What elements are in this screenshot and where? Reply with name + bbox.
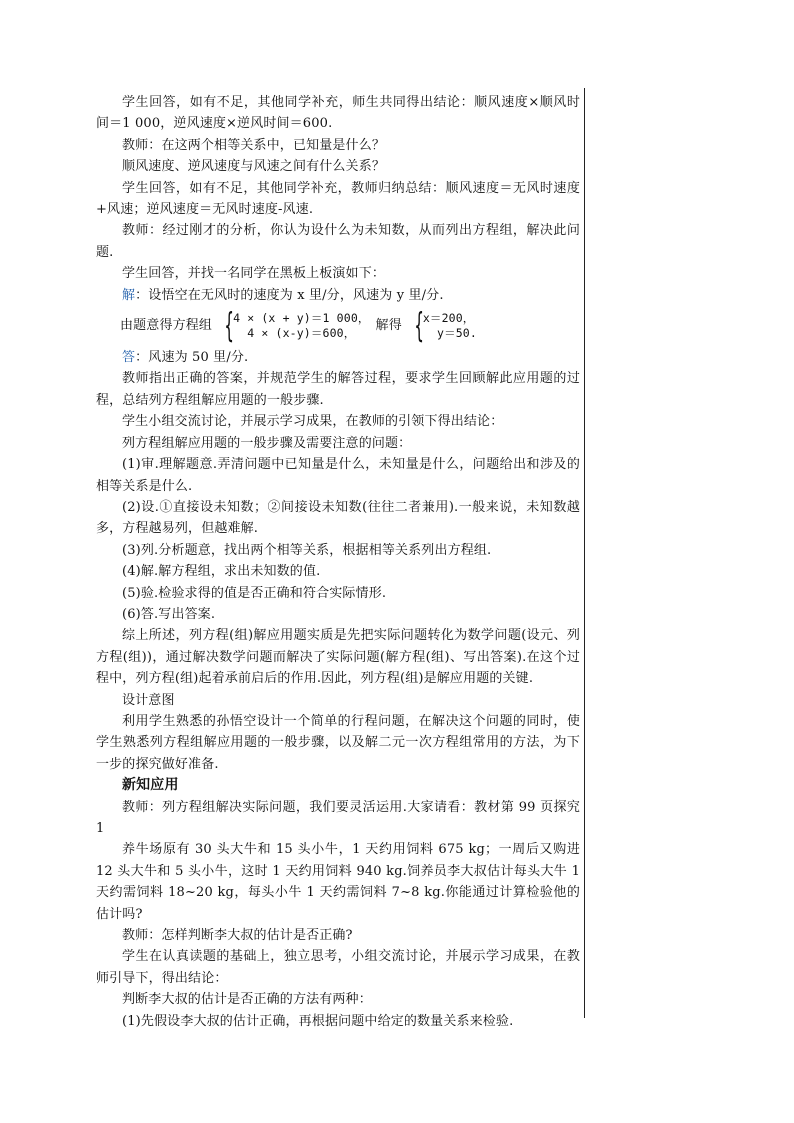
answer-text: ：风速为 50 里/分.: [135, 350, 249, 366]
paragraph: 顺风速度、逆风速度与风速之间有什么关系？: [122, 159, 386, 175]
design-intent-title: 设计意图: [122, 692, 175, 708]
left-brace-icon: {: [224, 306, 235, 347]
paragraph: 教师指出正确的答案，并规范学生的解答过程，要求学生回顾解此应用题的过程，总结列方程组解应用题的一般步骤.: [96, 371, 580, 408]
solution-1: x＝200，: [422, 311, 475, 326]
paragraph: 学生小组交流讨论，并展示学习成果，在教师的引领下得出结论：: [122, 414, 504, 430]
section-heading: 新知应用: [122, 777, 179, 794]
equation-system-row: [120, 306, 580, 347]
step-item: (3)列.分析题意，找出两个相等关系，根据相等关系列出方程组.: [122, 542, 492, 558]
step-item: (6)答.写出答案.: [122, 606, 216, 622]
lesson-content: [96, 92, 580, 1032]
paragraph: 判断李大叔的估计是否正确的方法有两种：: [122, 992, 372, 1008]
solution-system: [423, 311, 477, 341]
paragraph: 学生回答，如有不足，其他同学补充，教师归纳总结：顺风速度＝无风时速度+风速；逆风速度＝无风时速度-风速.: [96, 180, 580, 218]
solution-2: y＝50.: [422, 326, 477, 341]
solve-result-label: 解得: [375, 318, 402, 334]
paragraph: 学生回答，如有不足，其他同学补充，师生共同得出结论：顺风速度×顺风时间＝1 000，逆风速度×逆风时间＝600.: [96, 95, 580, 132]
paragraph: 综上所述，列方程(组)解应用题实质是先把实际问题转化为数学问题(设元、列方程(组))，通过解决数学问题而解决了实际问题(解方程(组)、写出答案).在这个过程中，列方程(组)起着承前启后的作用.因此，列方程(组)是解应用题的关键.: [96, 628, 580, 687]
solution-line: [96, 285, 580, 306]
solve-label: 解: [122, 287, 136, 303]
answer-label: 答: [122, 350, 136, 366]
paragraph: 养牛场原有 30 头大牛和 15 头小牛，1 天约用饲料 675 kg；一周后又购进 12 头大牛和 5 头小牛，这时 1 天约用饲料 940 kg.饲养员李大叔估计每头大牛 1 天约需饲料 18~20 kg，每头小牛 1 天约需饲料 7~8 kg.你能通过计算检验他的估计吗?: [96, 842, 580, 922]
paragraph: 教师：怎样判断李大叔的估计是否正确?: [122, 928, 353, 944]
solve-text: ：设悟空在无风时的速度为 x 里/分，风速为 y 里/分.: [135, 287, 444, 303]
step-item: (4)解.解方程组，求出未知数的值.: [122, 564, 321, 580]
step-item: (2)设.①直接设未知数；②间接设未知数(往往二者兼用).一般来说，未知数越多，方程越易列，但越难解.: [96, 499, 580, 537]
paragraph: 学生在认真读题的基础上，独立思考，小组交流讨论，并展示学习成果，在教师引导下，得出结论：: [96, 949, 580, 986]
step-item: (1)审.理解题意.弄清问题中已知量是什么，未知量是什么，问题给出和涉及的相等关系是什么.: [96, 457, 580, 494]
equation-lead: 由题意得方程组: [120, 318, 213, 334]
equation-1: 4 × (x + y)＝1 000，: [233, 311, 370, 326]
paragraph: 教师：经过刚才的分析，你认为设什么为未知数，从而列出方程组，解决此问题.: [96, 223, 580, 260]
paragraph: (1)先假设李大叔的估计正确，再根据问题中给定的数量关系来检验.: [122, 1013, 514, 1029]
answer-line: [96, 347, 580, 368]
paragraph: 教师：列方程组解决实际问题，我们要灵活运用.大家请看：教材第 99 页探究 1: [96, 799, 580, 836]
paragraph: 利用学生熟悉的孙悟空设计一个简单的行程问题，在解决这个问题的同时，使学生熟悉列方程组解应用题的一般步骤，以及解二元一次方程组常用的方法，为下一步的探究做好准备.: [96, 713, 580, 772]
equation-system: [233, 311, 369, 341]
equation-2: 4 × (x-y)＝600，: [233, 326, 356, 341]
paragraph: 学生回答，并找一名同学在黑板上板演如下：: [122, 266, 386, 282]
step-item: (5)验.检验求得的值是否正确和符合实际情形.: [122, 585, 387, 601]
table-border-line: [584, 88, 585, 1018]
left-brace-icon: {: [414, 306, 424, 347]
paragraph: 列方程组解应用题的一般步骤及需要注意的问题：: [122, 435, 412, 451]
paragraph: 教师：在这两个相等关系中，已知量是什么？: [122, 137, 386, 153]
